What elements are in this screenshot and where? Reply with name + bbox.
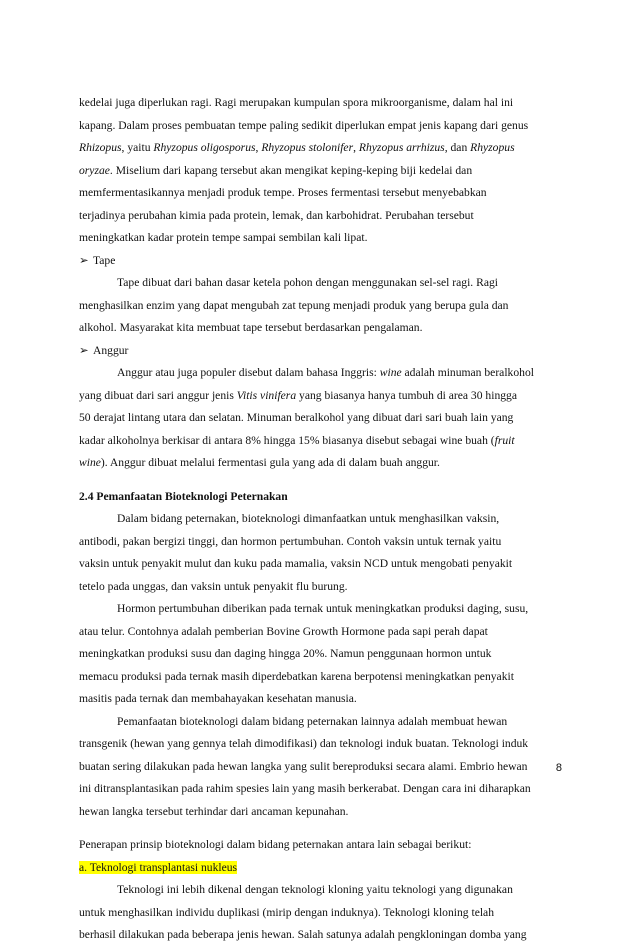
arrow-bullet-icon: ➢ — [79, 343, 89, 357]
bullet-item-anggur — [79, 340, 563, 363]
text-line — [79, 317, 563, 340]
highlighted-subheading: a. Teknologi transplantasi nukleus — [79, 860, 238, 874]
text-run: antibodi, pakan bergizi tinggi, dan hormon pertumbuhan. Contoh vaksin untuk ternak yaitu — [79, 534, 502, 548]
text-line — [79, 756, 563, 779]
text-run: alkohol. Masyarakat kita membuat tape tersebut berdasarkan pengalaman. — [79, 321, 423, 334]
italic-term: oryzae — [79, 163, 110, 177]
paragraph-transgenik — [79, 711, 563, 824]
text-line — [79, 295, 563, 318]
text-line — [79, 711, 563, 734]
text-line — [79, 531, 563, 554]
text-run: meningkatkan produksi susu dan daging hingga 20%. Namun penggunaan hormon untuk — [79, 647, 492, 660]
text-run: kapang. Dalam proses pembuatan tempe paling sedikit diperlukan empat jenis kapang dari genus — [79, 118, 529, 132]
text-run: Anggur atau juga populer disebut dalam bahasa Inggris: — [117, 366, 380, 379]
paragraph-hormon — [79, 598, 563, 711]
text-run: 50 derajat lintang utara dan selatan. Minuman beralkohol yang dibuat dari sari buah lain yang — [79, 411, 514, 424]
text-line — [79, 385, 563, 408]
italic-term: Rhyzopus arrhizus — [358, 141, 445, 154]
page-number: 8 — [555, 762, 562, 774]
italic-term: wine — [79, 456, 101, 469]
text-line — [79, 924, 563, 947]
text-line — [79, 879, 563, 902]
spacer — [79, 823, 563, 834]
italic-term: Vitis vinifera — [236, 388, 297, 402]
text-line — [79, 272, 563, 295]
penerapan-line: Penerapan prinsip bioteknologi dalam bidang peternakan antara lain sebagai berikut: — [79, 838, 472, 851]
text-run: untuk menghasilkan individu duplikasi (mirip dengan induknya). Teknologi kloning telah — [79, 905, 495, 919]
text-line — [79, 778, 563, 801]
text-run: , — [353, 141, 359, 154]
text-run: , yaitu — [121, 141, 154, 154]
text-run: transgenik (hewan yang gennya telah dimodifikasi) dan teknologi induk buatan. Teknologi induk — [79, 737, 529, 750]
text-run: , — [255, 141, 262, 154]
paragraph-tempe — [79, 92, 563, 250]
text-run: Teknologi ini lebih dikenal dengan teknologi kloning yaitu teknologi yang digunakan — [117, 883, 513, 896]
paragraph-anggur — [79, 362, 563, 475]
text-run: meningkatkan kadar protein tempe sampai sembilan kali lipat. — [79, 231, 368, 244]
bullet-label: Tape — [93, 253, 116, 267]
text-line — [79, 576, 563, 599]
text-run: Hormon pertumbuhan diberikan pada ternak untuk meningkatkan produksi daging, susu, — [117, 602, 529, 615]
page-content — [79, 92, 563, 947]
text-line — [79, 508, 563, 531]
text-line — [79, 430, 563, 453]
bullet-item-tape — [79, 250, 563, 273]
text-line — [79, 227, 563, 250]
paragraph-tape — [79, 272, 563, 340]
text-run: Tape dibuat dari bahan dasar ketela pohon dengan menggunakan sel-sel ragi. Ragi — [117, 276, 499, 289]
text-run: buatan sering dilakukan pada hewan langka yang sulit bereproduksi secara alami. Embrio hewan — [79, 759, 528, 773]
text-run: yang biasanya hanya tumbuh di area 30 hingga — [296, 388, 517, 402]
italic-term: Rhyzopus — [470, 141, 515, 154]
text-line — [79, 598, 563, 621]
text-run: Pemanfaatan bioteknologi dalam bidang peternakan lainnya adalah membuat hewan — [117, 714, 508, 728]
text-run: memacu produksi pada ternak masih diperdebatkan karena berpotensi meningkatkan penyakit — [79, 669, 514, 683]
text-run: kadar alkoholnya berkisar di antara 8% hingga 15% biasanya disebut sebagai wine buah ( — [79, 433, 495, 447]
text-line — [79, 452, 563, 475]
italic-term: fruit — [494, 433, 515, 447]
text-run: atau telur. Contohnya adalah pemberian Bovine Growth Hormone pada sapi perah dapat — [79, 624, 488, 638]
bullet-label: Anggur — [93, 343, 129, 357]
text-line — [79, 115, 563, 138]
italic-term: Rhizopus — [79, 141, 122, 154]
text-run: memfermentasikannya menjadi produk tempe. Proses fermentasi tersebut menyebabkan — [79, 186, 487, 199]
paragraph-nukleus — [79, 879, 563, 947]
italic-term: Rhyzopus stolonifer — [261, 141, 354, 154]
paragraph-peternakan — [79, 508, 563, 598]
text-run: Dalam bidang peternakan, bioteknologi dimanfaatkan untuk menghasilkan vaksin, — [117, 512, 500, 525]
text-line — [79, 182, 563, 205]
text-line — [79, 160, 563, 183]
text-line — [79, 801, 563, 824]
text-run: terjadinya perubahan kimia pada protein, lemak, dan karbohidrat. Perubahan tersebut — [79, 208, 474, 222]
text-line — [79, 643, 563, 666]
italic-term: Rhyzopus oligosporus — [153, 141, 256, 154]
text-run: berhasil dilakukan pada beberapa jenis hewan. Salah satunya adalah pengkloningan domba yang — [79, 928, 527, 941]
text-line — [79, 733, 563, 756]
text-line — [79, 205, 563, 228]
text-run: kedelai juga diperlukan ragi. Ragi merupakan kumpulan spora mikroorganisme, dalam hal ini — [79, 96, 514, 109]
text-run: . Miselium dari kapang tersebut akan mengikat keping-keping biji kedelai dan — [109, 163, 473, 177]
text-run: ). Anggur dibuat melalui fermentasi gula yang ada di dalam buah anggur. — [100, 456, 440, 469]
text-run: tetelo pada unggas, dan vaksin untuk penyakit flu burung. — [79, 579, 348, 593]
text-line — [79, 902, 563, 925]
spacer — [79, 475, 563, 486]
text-run: yang dibuat dari sari anggur jenis — [79, 388, 237, 402]
text-run: masitis pada ternak dan membahayakan kesehatan manusia. — [79, 692, 357, 705]
text-line — [79, 137, 563, 160]
text-line — [79, 621, 563, 644]
text-line — [79, 362, 563, 385]
text-run: menghasilkan enzim yang dapat mengubah zat tepung menjadi produk yang berupa gula dan — [79, 298, 509, 312]
text-run: adalah minuman beralkohol — [401, 366, 534, 379]
text-run: hewan langka tersebut terhindar dari ancaman kepunahan. — [79, 804, 349, 818]
text-line — [79, 407, 563, 430]
arrow-bullet-icon: ➢ — [79, 253, 89, 267]
text-run: , dan — [444, 141, 471, 154]
text-line — [79, 666, 563, 689]
text-run: ini ditransplantasikan pada rahim spesies lain yang masih berkerabat. Dengan cara ini diharapkan — [79, 782, 531, 795]
text-run: vaksin untuk penyakit mulut dan kuku pada mamalia, vaksin NCD untuk mengobati penyakit — [79, 557, 513, 570]
italic-term: wine — [379, 366, 402, 379]
text-line — [79, 553, 563, 576]
section-heading: 2.4 Pemanfaatan Bioteknologi Peternakan — [79, 489, 288, 503]
subheading-row — [79, 857, 563, 880]
text-line — [79, 688, 563, 711]
text-line — [79, 92, 563, 115]
